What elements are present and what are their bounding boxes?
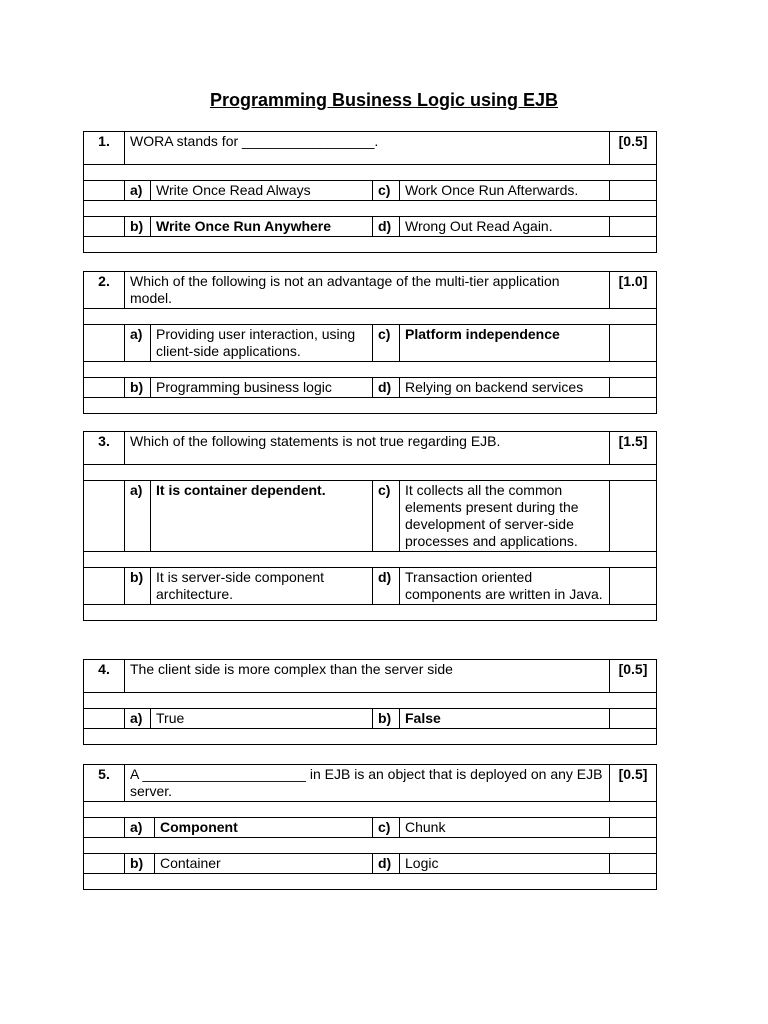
question-marks: [1.0] bbox=[610, 272, 657, 309]
option-b-text: It is server-side component architecture. bbox=[151, 568, 373, 605]
spacer-row bbox=[84, 237, 657, 253]
option-b-label: b) bbox=[373, 709, 400, 729]
option-a-label: a) bbox=[125, 481, 151, 552]
empty-cell bbox=[84, 818, 125, 838]
question-5-table bbox=[83, 764, 657, 890]
question-number: 5. bbox=[84, 765, 125, 802]
page-title: Programming Business Logic using EJB bbox=[209, 90, 559, 110]
option-b-text: Container bbox=[155, 854, 373, 874]
spacer-row bbox=[84, 398, 657, 414]
option-a-text: Component bbox=[155, 818, 373, 838]
spacer-row bbox=[84, 802, 657, 818]
option-c-text: Work Once Run Afterwards. bbox=[400, 181, 610, 201]
option-d-text: Transaction oriented components are written in Java. bbox=[400, 568, 610, 605]
empty-cell bbox=[84, 854, 125, 874]
question-marks: [0.5] bbox=[610, 765, 657, 802]
option-c-label: c) bbox=[373, 481, 400, 552]
question-marks: [0.5] bbox=[610, 132, 657, 165]
option-c-text: Chunk bbox=[400, 818, 610, 838]
option-b-label: b) bbox=[125, 378, 151, 398]
question-marks: [1.5] bbox=[610, 432, 657, 465]
option-a-label: a) bbox=[125, 709, 151, 729]
spacer-row bbox=[84, 165, 657, 181]
option-b-text: Write Once Run Anywhere bbox=[151, 217, 373, 237]
option-c-text: Platform independence bbox=[400, 325, 610, 362]
empty-cell bbox=[610, 481, 657, 552]
question-text: WORA stands for _________________. bbox=[125, 132, 610, 165]
option-a-text: True bbox=[151, 709, 373, 729]
option-a-label: a) bbox=[125, 181, 151, 201]
empty-cell bbox=[84, 481, 125, 552]
option-b-text: Programming business logic bbox=[151, 378, 373, 398]
option-a-text: It is container dependent. bbox=[151, 481, 373, 552]
empty-cell bbox=[610, 709, 657, 729]
option-d-text: Wrong Out Read Again. bbox=[400, 217, 610, 237]
spacer-row bbox=[84, 362, 657, 378]
question-2-table bbox=[83, 271, 657, 414]
option-c-label: c) bbox=[373, 325, 400, 362]
spacer-row bbox=[84, 874, 657, 890]
spacer-row bbox=[84, 201, 657, 217]
empty-cell bbox=[84, 217, 125, 237]
option-c-text: It collects all the common elements present during the development of server-side processes and applications. bbox=[400, 481, 610, 552]
option-b-label: b) bbox=[125, 854, 155, 874]
spacer-row bbox=[84, 309, 657, 325]
empty-cell bbox=[610, 325, 657, 362]
option-a-text: Write Once Read Always bbox=[151, 181, 373, 201]
empty-cell bbox=[84, 378, 125, 398]
empty-cell bbox=[610, 818, 657, 838]
option-d-label: d) bbox=[373, 217, 400, 237]
option-d-label: d) bbox=[373, 568, 400, 605]
empty-cell bbox=[610, 568, 657, 605]
option-a-text: Providing user interaction, using client-side applications. bbox=[151, 325, 373, 362]
question-text: Which of the following is not an advantage of the multi-tier application model. bbox=[125, 272, 610, 309]
spacer-row bbox=[84, 465, 657, 481]
question-3-table bbox=[83, 431, 657, 621]
spacer-row bbox=[84, 838, 657, 854]
spacer-row bbox=[84, 729, 657, 745]
option-d-label: d) bbox=[373, 854, 400, 874]
empty-cell bbox=[610, 378, 657, 398]
question-text: Which of the following statements is not true regarding EJB. bbox=[125, 432, 610, 465]
empty-cell bbox=[84, 709, 125, 729]
empty-cell bbox=[84, 325, 125, 362]
option-a-label: a) bbox=[125, 325, 151, 362]
question-number: 2. bbox=[84, 272, 125, 309]
question-text: The client side is more complex than the server side bbox=[125, 660, 610, 693]
spacer-row bbox=[84, 605, 657, 621]
question-number: 1. bbox=[84, 132, 125, 165]
option-c-label: c) bbox=[373, 818, 400, 838]
spacer-row bbox=[84, 693, 657, 709]
empty-cell bbox=[610, 217, 657, 237]
question-number: 3. bbox=[84, 432, 125, 465]
option-b-label: b) bbox=[125, 217, 151, 237]
spacer-row bbox=[84, 552, 657, 568]
option-d-text: Relying on backend services bbox=[400, 378, 610, 398]
option-c-label: c) bbox=[373, 181, 400, 201]
option-a-label: a) bbox=[125, 818, 155, 838]
option-b-label: b) bbox=[125, 568, 151, 605]
option-d-text: Logic bbox=[400, 854, 610, 874]
question-4-table bbox=[83, 659, 657, 745]
empty-cell bbox=[610, 854, 657, 874]
question-text: A _____________________ in EJB is an object that is deployed on any EJB server. bbox=[125, 765, 610, 802]
empty-cell bbox=[84, 568, 125, 605]
question-number: 4. bbox=[84, 660, 125, 693]
question-marks: [0.5] bbox=[610, 660, 657, 693]
option-b-text: False bbox=[400, 709, 610, 729]
empty-cell bbox=[84, 181, 125, 201]
empty-cell bbox=[610, 181, 657, 201]
question-1-table bbox=[83, 131, 657, 253]
option-d-label: d) bbox=[373, 378, 400, 398]
